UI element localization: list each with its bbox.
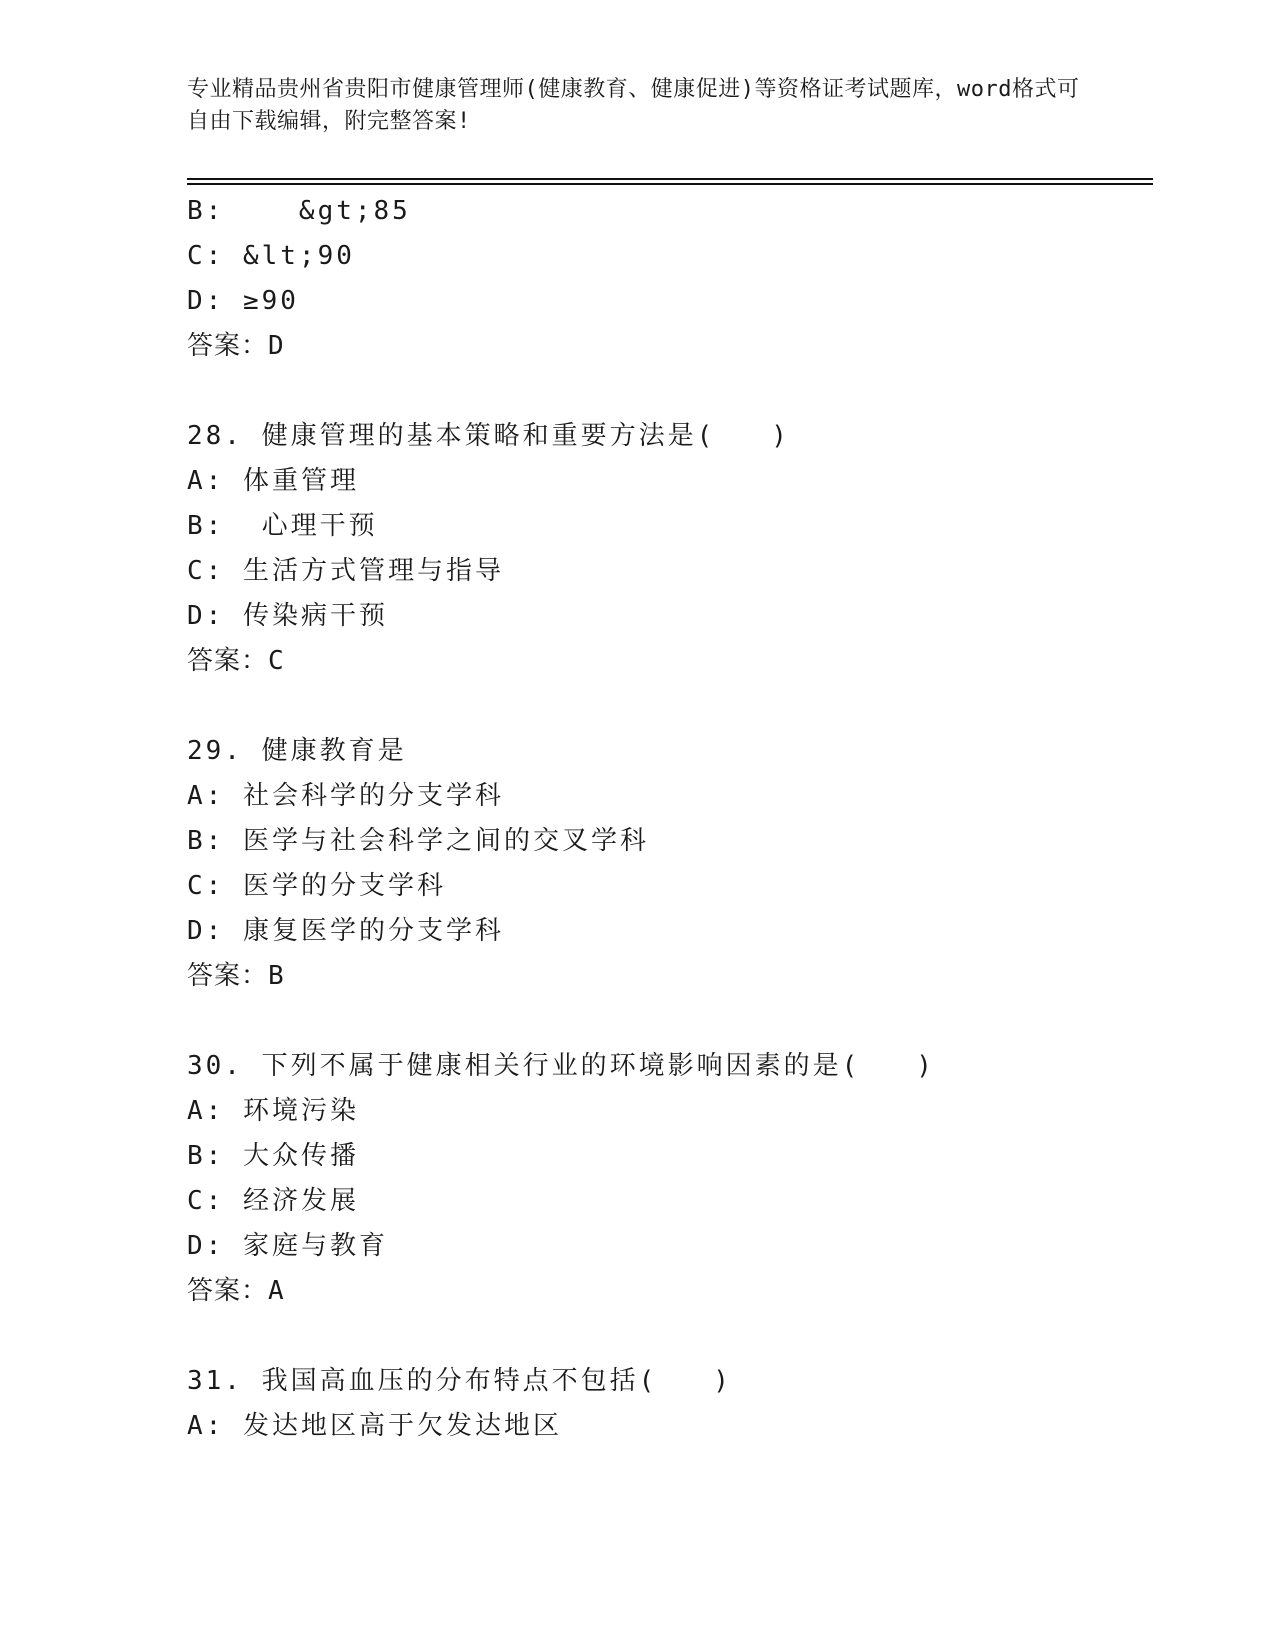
header-rule-top — [187, 178, 1153, 180]
q30-option-c: C: 经济发展 — [187, 1186, 359, 1216]
answer-label: 答案： — [187, 331, 269, 361]
answer-value: B — [268, 961, 285, 991]
answer-value: A — [268, 1276, 285, 1306]
q28-stem: 28. 健康管理的基本策略和重要方法是( ) — [187, 421, 790, 451]
q29-option-d: D: 康复医学的分支学科 — [187, 916, 504, 946]
q27-answer — [187, 329, 285, 363]
answer-label: 答案： — [187, 961, 269, 991]
q29-option-c: C: 医学的分支学科 — [187, 871, 446, 901]
q27-option-d: D: ≥90 — [187, 286, 299, 316]
answer-value: C — [268, 646, 285, 676]
q28-option-d: D: 传染病干预 — [187, 601, 388, 631]
q29-answer — [187, 959, 285, 993]
q27-option-b: B: &gt;85 — [187, 196, 411, 226]
q30-option-d: D: 家庭与教育 — [187, 1231, 388, 1261]
q29-option-a: A: 社会科学的分支学科 — [187, 781, 504, 811]
header-text: 专业精品贵州省贵阳市健康管理师(健康教育、健康促进)等资格证考试题库，word格式可自由下载编辑，附完整答案! — [187, 77, 1080, 134]
q30-answer — [187, 1274, 285, 1308]
q29-option-b: B: 医学与社会科学之间的交叉学科 — [187, 826, 649, 856]
q30-option-a: A: 环境污染 — [187, 1096, 359, 1126]
document-header — [187, 74, 1087, 138]
q27-option-c: C: &lt;90 — [187, 241, 355, 271]
q28-option-a: A: 体重管理 — [187, 466, 359, 496]
q30-stem: 30. 下列不属于健康相关行业的环境影响因素的是( ) — [187, 1051, 935, 1081]
q31-stem: 31. 我国高血压的分布特点不包括( ) — [187, 1366, 732, 1396]
q29-stem: 29. 健康教育是 — [187, 736, 407, 766]
q28-answer — [187, 644, 285, 678]
q28-option-c: C: 生活方式管理与指导 — [187, 556, 504, 586]
answer-label: 答案： — [187, 646, 269, 676]
header-rule-bottom — [187, 183, 1153, 185]
q30-option-b: B: 大众传播 — [187, 1141, 359, 1171]
answer-label: 答案： — [187, 1276, 269, 1306]
answer-value: D — [268, 331, 285, 361]
q28-option-b: B: 心理干预 — [187, 511, 378, 541]
q31-option-a: A: 发达地区高于欠发达地区 — [187, 1411, 562, 1441]
